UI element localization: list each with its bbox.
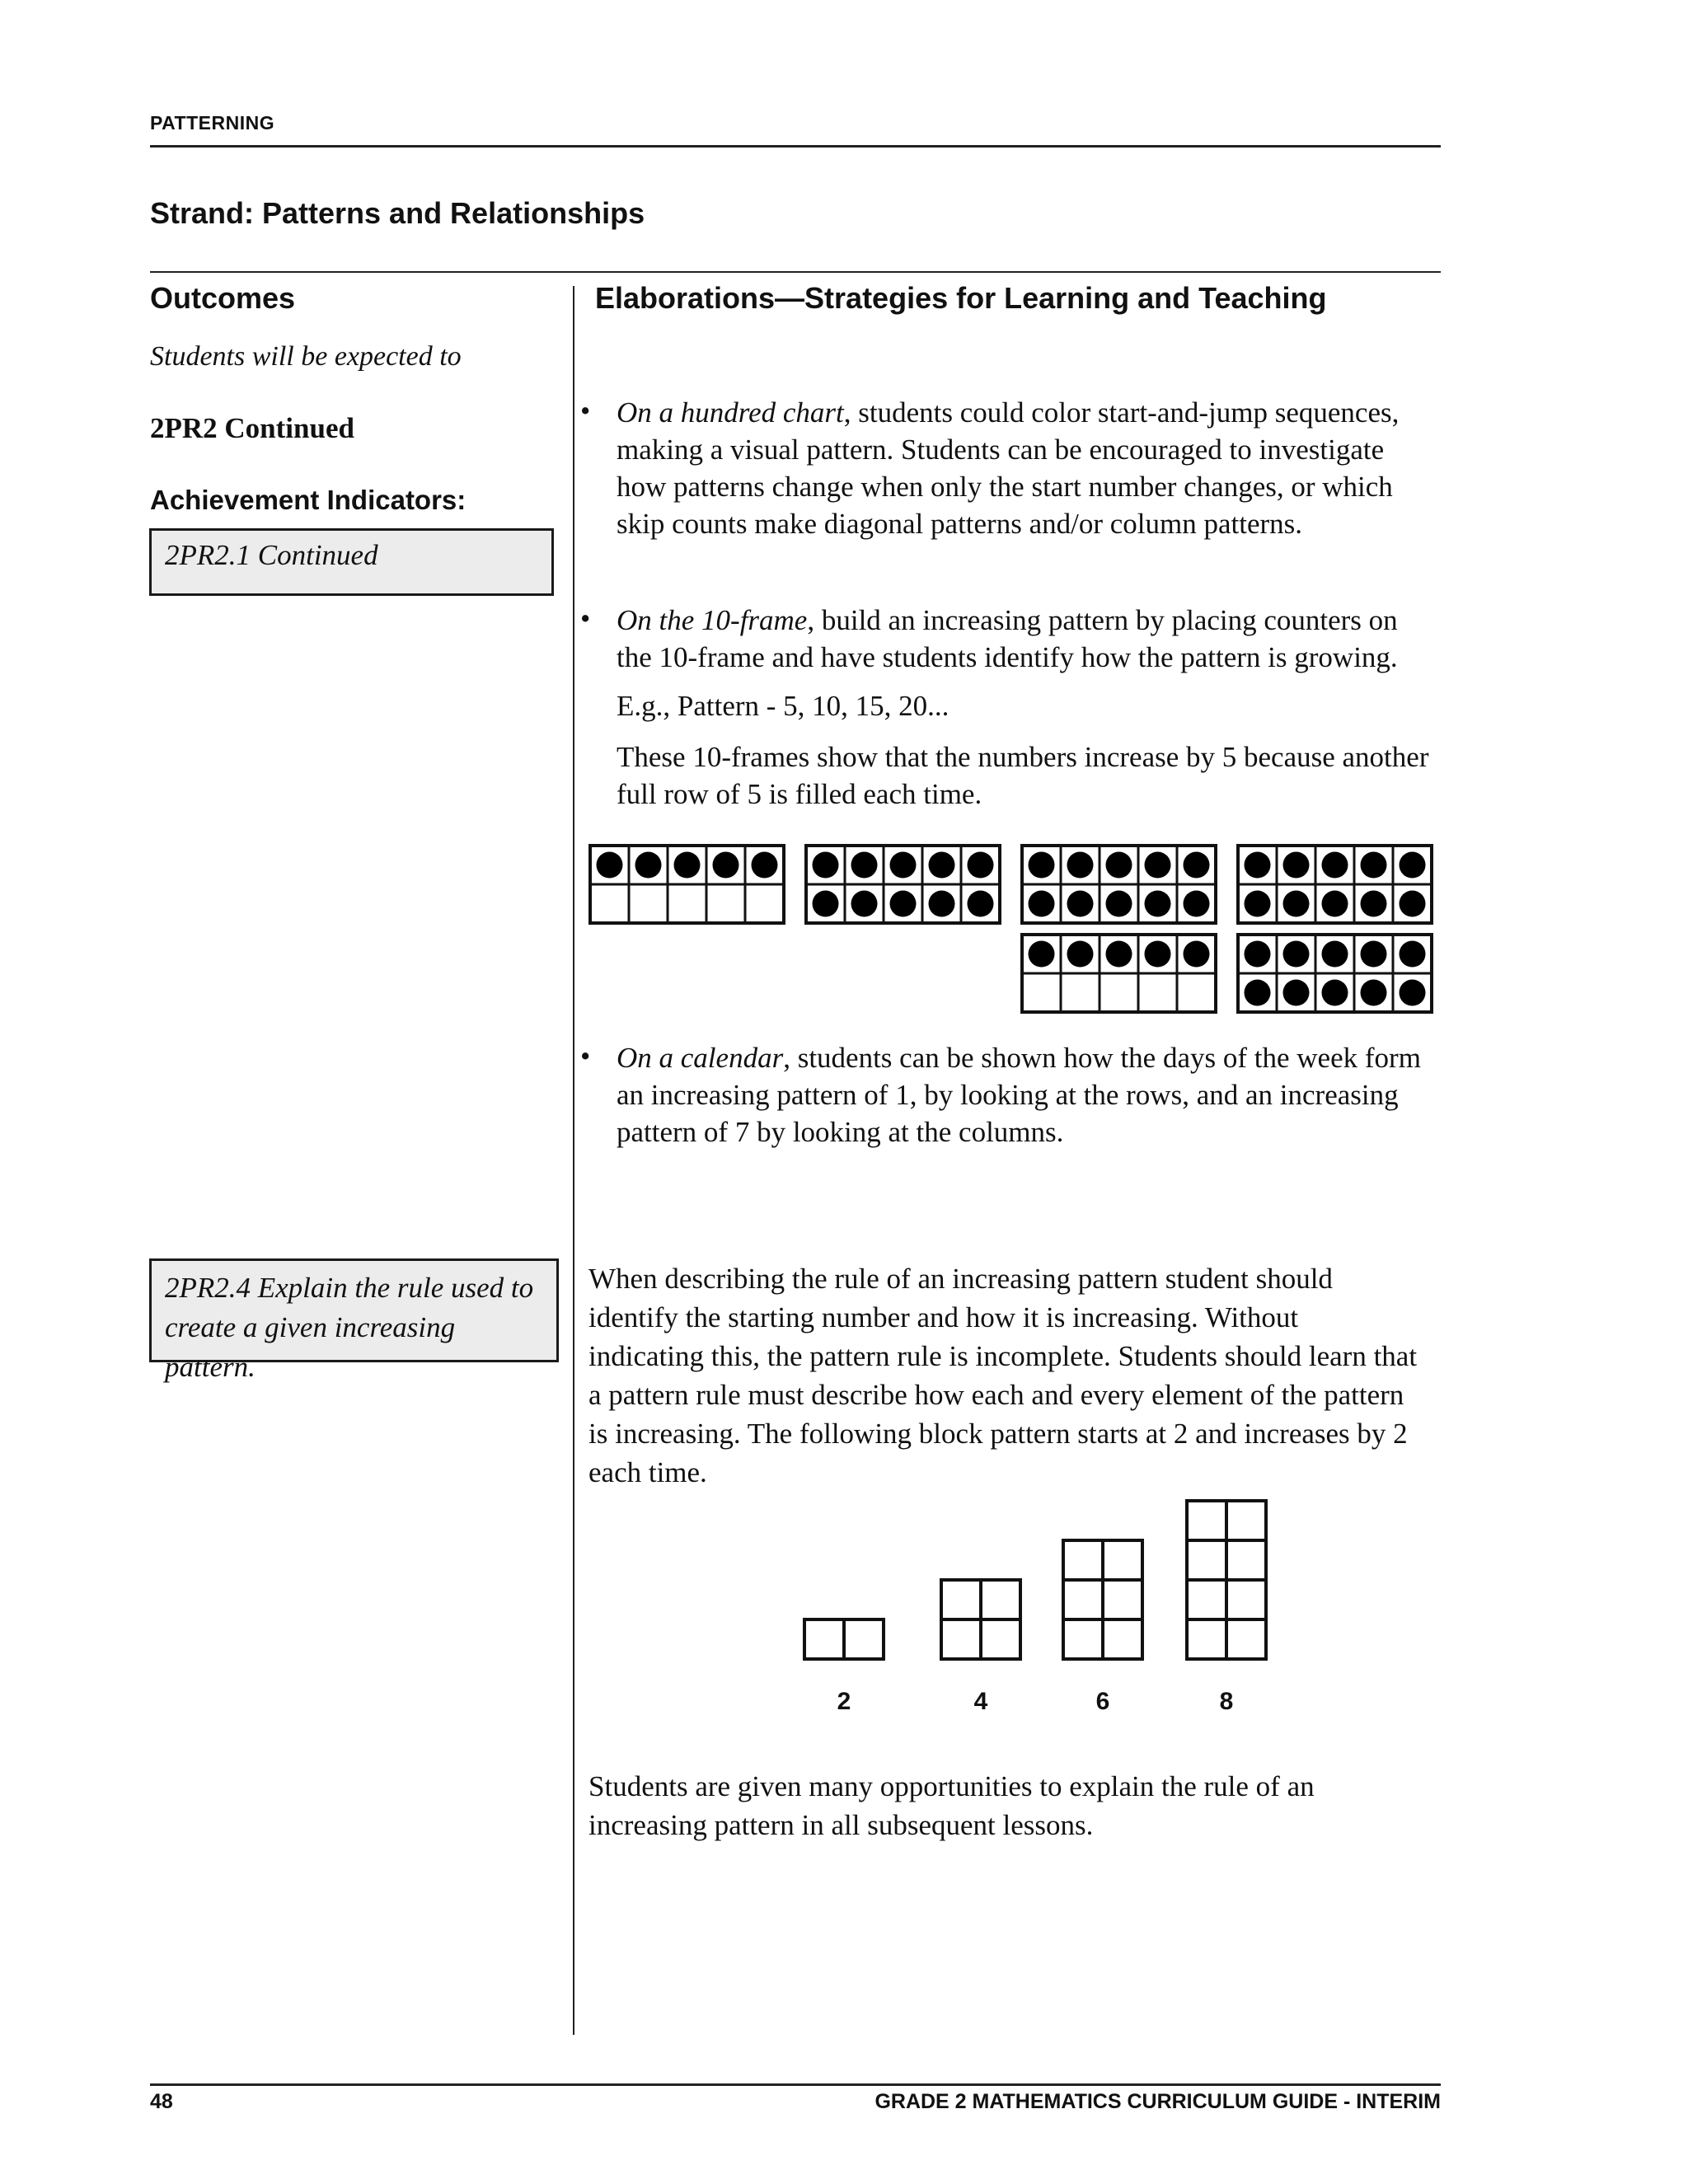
counter-dot bbox=[1400, 980, 1426, 1006]
counter-dot bbox=[1145, 941, 1171, 968]
counter-dot bbox=[1283, 980, 1310, 1006]
counter-dot bbox=[929, 852, 955, 879]
counter-dot bbox=[1322, 891, 1348, 917]
block-label-8: 8 bbox=[1219, 1688, 1234, 1715]
block-square bbox=[941, 1580, 981, 1619]
block-square bbox=[981, 1619, 1020, 1659]
bullet-3-line1 bbox=[617, 1039, 1457, 1076]
block-stack-2 bbox=[804, 1619, 884, 1659]
bullet-1-line2: making a visual pattern. Students can be encouraged to investigate bbox=[617, 434, 1385, 466]
bullet-1-line1-rest: , students could color start-and-jump sequences, bbox=[843, 396, 1400, 429]
footer-rule bbox=[150, 2083, 1441, 2086]
counter-dot bbox=[1106, 941, 1132, 968]
counter-dot bbox=[1400, 941, 1426, 968]
block-square bbox=[844, 1619, 884, 1659]
rule-line5: is increasing. The following block pattern starts at 2 and increases by 2 bbox=[588, 1418, 1408, 1450]
page-number: 48 bbox=[150, 2090, 173, 2113]
counter-dot bbox=[1283, 852, 1310, 879]
counter-dot bbox=[1067, 852, 1094, 879]
block-square bbox=[1063, 1540, 1103, 1580]
bullet-2-line1-rest: , build an increasing pattern by placing counters on bbox=[807, 604, 1398, 636]
counter-dot bbox=[1322, 941, 1348, 968]
counter-dot bbox=[968, 852, 994, 879]
outcomes-subheading: Students will be expected to bbox=[150, 341, 462, 372]
ten-frames-figure bbox=[577, 832, 1451, 1026]
block-square bbox=[1103, 1580, 1142, 1619]
bullet-2-line2: the 10-frame and have students identify how the pattern is growing. bbox=[617, 641, 1398, 673]
indicator-box-1 bbox=[149, 528, 554, 596]
block-square bbox=[1063, 1580, 1103, 1619]
counter-dot bbox=[1184, 941, 1210, 968]
counter-dot bbox=[1361, 941, 1387, 968]
achievement-indicators-heading: Achievement Indicators: bbox=[150, 485, 467, 515]
counter-dot bbox=[1245, 852, 1271, 879]
counter-dot bbox=[1029, 941, 1055, 968]
block-square bbox=[1226, 1619, 1266, 1659]
counter-dot bbox=[1184, 852, 1210, 879]
bullet-1-line1 bbox=[617, 394, 1457, 431]
bullet-2-lead: On the 10-frame bbox=[617, 604, 808, 636]
ten-frame-10-top bbox=[806, 846, 1000, 923]
rule-line2: identify the starting number and how it is increasing. Without bbox=[588, 1301, 1299, 1333]
ten-frame-15-bottom bbox=[1022, 935, 1216, 1012]
counter-dot bbox=[1245, 941, 1271, 968]
running-header: PATTERNING bbox=[150, 112, 275, 134]
counter-dot bbox=[1067, 941, 1094, 968]
counter-dot bbox=[1184, 891, 1210, 917]
block-label-4: 4 bbox=[973, 1688, 988, 1715]
bullet-dot-1: • bbox=[580, 395, 591, 427]
block-square bbox=[1226, 1501, 1266, 1540]
bullet-3-line3: pattern of 7 by looking at the columns. bbox=[617, 1116, 1064, 1148]
counter-dot bbox=[1361, 980, 1387, 1006]
rule-line6: each time. bbox=[588, 1456, 707, 1488]
bullet-1-lead: On a hundred chart bbox=[617, 396, 844, 429]
counter-dot bbox=[1322, 980, 1348, 1006]
counter-dot bbox=[851, 891, 878, 917]
counter-dot bbox=[851, 852, 878, 879]
counter-dot bbox=[1145, 852, 1171, 879]
counter-dot bbox=[1322, 852, 1348, 879]
block-square bbox=[1103, 1540, 1142, 1580]
counter-dot bbox=[1245, 891, 1271, 917]
indicator-1-text: 2PR2.1 Continued bbox=[165, 539, 378, 571]
bullet-3-lead: On a calendar bbox=[617, 1042, 784, 1074]
block-label-2: 2 bbox=[837, 1688, 851, 1715]
block-label-6: 6 bbox=[1095, 1688, 1110, 1715]
rule-line4: a pattern rule must describe how each and every element of the pattern bbox=[588, 1379, 1404, 1411]
block-square bbox=[981, 1580, 1020, 1619]
bullet-2-note bbox=[617, 738, 1457, 813]
counter-dot bbox=[597, 852, 623, 879]
counter-dot bbox=[929, 891, 955, 917]
bullet-3-text bbox=[617, 1039, 1457, 1151]
bullet-dot-3: • bbox=[580, 1040, 591, 1072]
ten-frame-15-top bbox=[1022, 846, 1216, 923]
block-stack-4 bbox=[941, 1580, 1020, 1659]
indicator-2-line2: create a given increasing pattern. bbox=[165, 1311, 456, 1383]
counter-dot bbox=[890, 891, 917, 917]
closing-line2: increasing pattern in all subsequent lessons. bbox=[588, 1809, 1094, 1841]
bullet-3-line1-rest: , students can be shown how the days of the week form bbox=[783, 1042, 1421, 1074]
indicator-2-line1: 2PR2.4 Explain the rule used to bbox=[165, 1272, 534, 1304]
bullet-1-line3: how patterns change when only the start number changes, or which bbox=[617, 471, 1393, 503]
counter-dot bbox=[713, 852, 739, 879]
closing-line1: Students are given many opportunities to explain the rule of an bbox=[588, 1770, 1315, 1802]
block-square bbox=[1103, 1619, 1142, 1659]
counter-dot bbox=[1400, 891, 1426, 917]
counter-dot bbox=[1106, 852, 1132, 879]
counter-dot bbox=[1106, 891, 1132, 917]
block-square bbox=[804, 1619, 844, 1659]
rule-line3: indicating this, the pattern rule is incomplete. Students should learn that bbox=[588, 1340, 1418, 1372]
counter-dot bbox=[1400, 852, 1426, 879]
outcome-label: 2PR2 Continued bbox=[150, 412, 354, 444]
block-square bbox=[1063, 1619, 1103, 1659]
block-square bbox=[1226, 1580, 1266, 1619]
bullet-1-line4: skip counts make diagonal patterns and/or column patterns. bbox=[617, 508, 1303, 540]
closing-paragraph bbox=[588, 1767, 1446, 1844]
outcomes-heading: Outcomes bbox=[150, 281, 296, 315]
counter-dot bbox=[1029, 891, 1055, 917]
header-rule bbox=[150, 145, 1441, 148]
counter-dot bbox=[674, 852, 701, 879]
block-square bbox=[1187, 1501, 1226, 1540]
block-square bbox=[941, 1619, 981, 1659]
counter-dot bbox=[890, 852, 917, 879]
rule-line1: When describing the rule of an increasing pattern student should bbox=[588, 1263, 1333, 1295]
footer-title: GRADE 2 MATHEMATICS CURRICULUM GUIDE - INTERIM bbox=[874, 2090, 1441, 2113]
counter-dot bbox=[635, 852, 662, 879]
block-square bbox=[1226, 1540, 1266, 1580]
block-square bbox=[1187, 1619, 1226, 1659]
bullet-2-note-line1: These 10-frames show that the numbers increase by 5 because another bbox=[617, 741, 1429, 773]
bullet-dot-2: • bbox=[580, 602, 591, 635]
bullet-2-example: E.g., Pattern - 5, 10, 15, 20... bbox=[617, 690, 950, 722]
block-stack-8 bbox=[1187, 1501, 1266, 1659]
ten-frame-5-top bbox=[590, 846, 784, 923]
ten-frame-20-bottom bbox=[1238, 935, 1432, 1012]
counter-dot bbox=[1145, 891, 1171, 917]
strand-rule bbox=[150, 271, 1441, 273]
counter-dot bbox=[752, 852, 778, 879]
block-square bbox=[1187, 1540, 1226, 1580]
bullet-1-text bbox=[617, 394, 1457, 542]
counter-dot bbox=[1361, 891, 1387, 917]
bullet-2-text bbox=[617, 602, 1457, 676]
counter-dot bbox=[813, 852, 839, 879]
block-pattern-figure bbox=[791, 1496, 1286, 1661]
counter-dot bbox=[1361, 852, 1387, 879]
counter-dot bbox=[1283, 941, 1310, 968]
indicator-box-2 bbox=[149, 1258, 559, 1383]
block-square bbox=[1187, 1580, 1226, 1619]
counter-dot bbox=[1245, 980, 1271, 1006]
elaborations-heading: Elaborations—Strategies for Learning and Teaching bbox=[595, 281, 1327, 315]
counter-dot bbox=[1029, 852, 1055, 879]
counter-dot bbox=[1283, 891, 1310, 917]
column-divider bbox=[573, 286, 574, 2035]
block-stack-6 bbox=[1063, 1540, 1142, 1659]
counter-dot bbox=[1067, 891, 1094, 917]
bullet-2-note-line2: full row of 5 is filled each time. bbox=[617, 778, 982, 810]
counter-dot bbox=[813, 891, 839, 917]
bullet-3-line2: an increasing pattern of 1, by looking at the rows, and an increasing bbox=[617, 1079, 1399, 1111]
bullet-2-line1 bbox=[617, 602, 1457, 639]
strand-title: Strand: Patterns and Relationships bbox=[150, 196, 645, 230]
ten-frame-20-top bbox=[1238, 846, 1432, 923]
counter-dot bbox=[968, 891, 994, 917]
rule-paragraph bbox=[588, 1259, 1446, 1492]
